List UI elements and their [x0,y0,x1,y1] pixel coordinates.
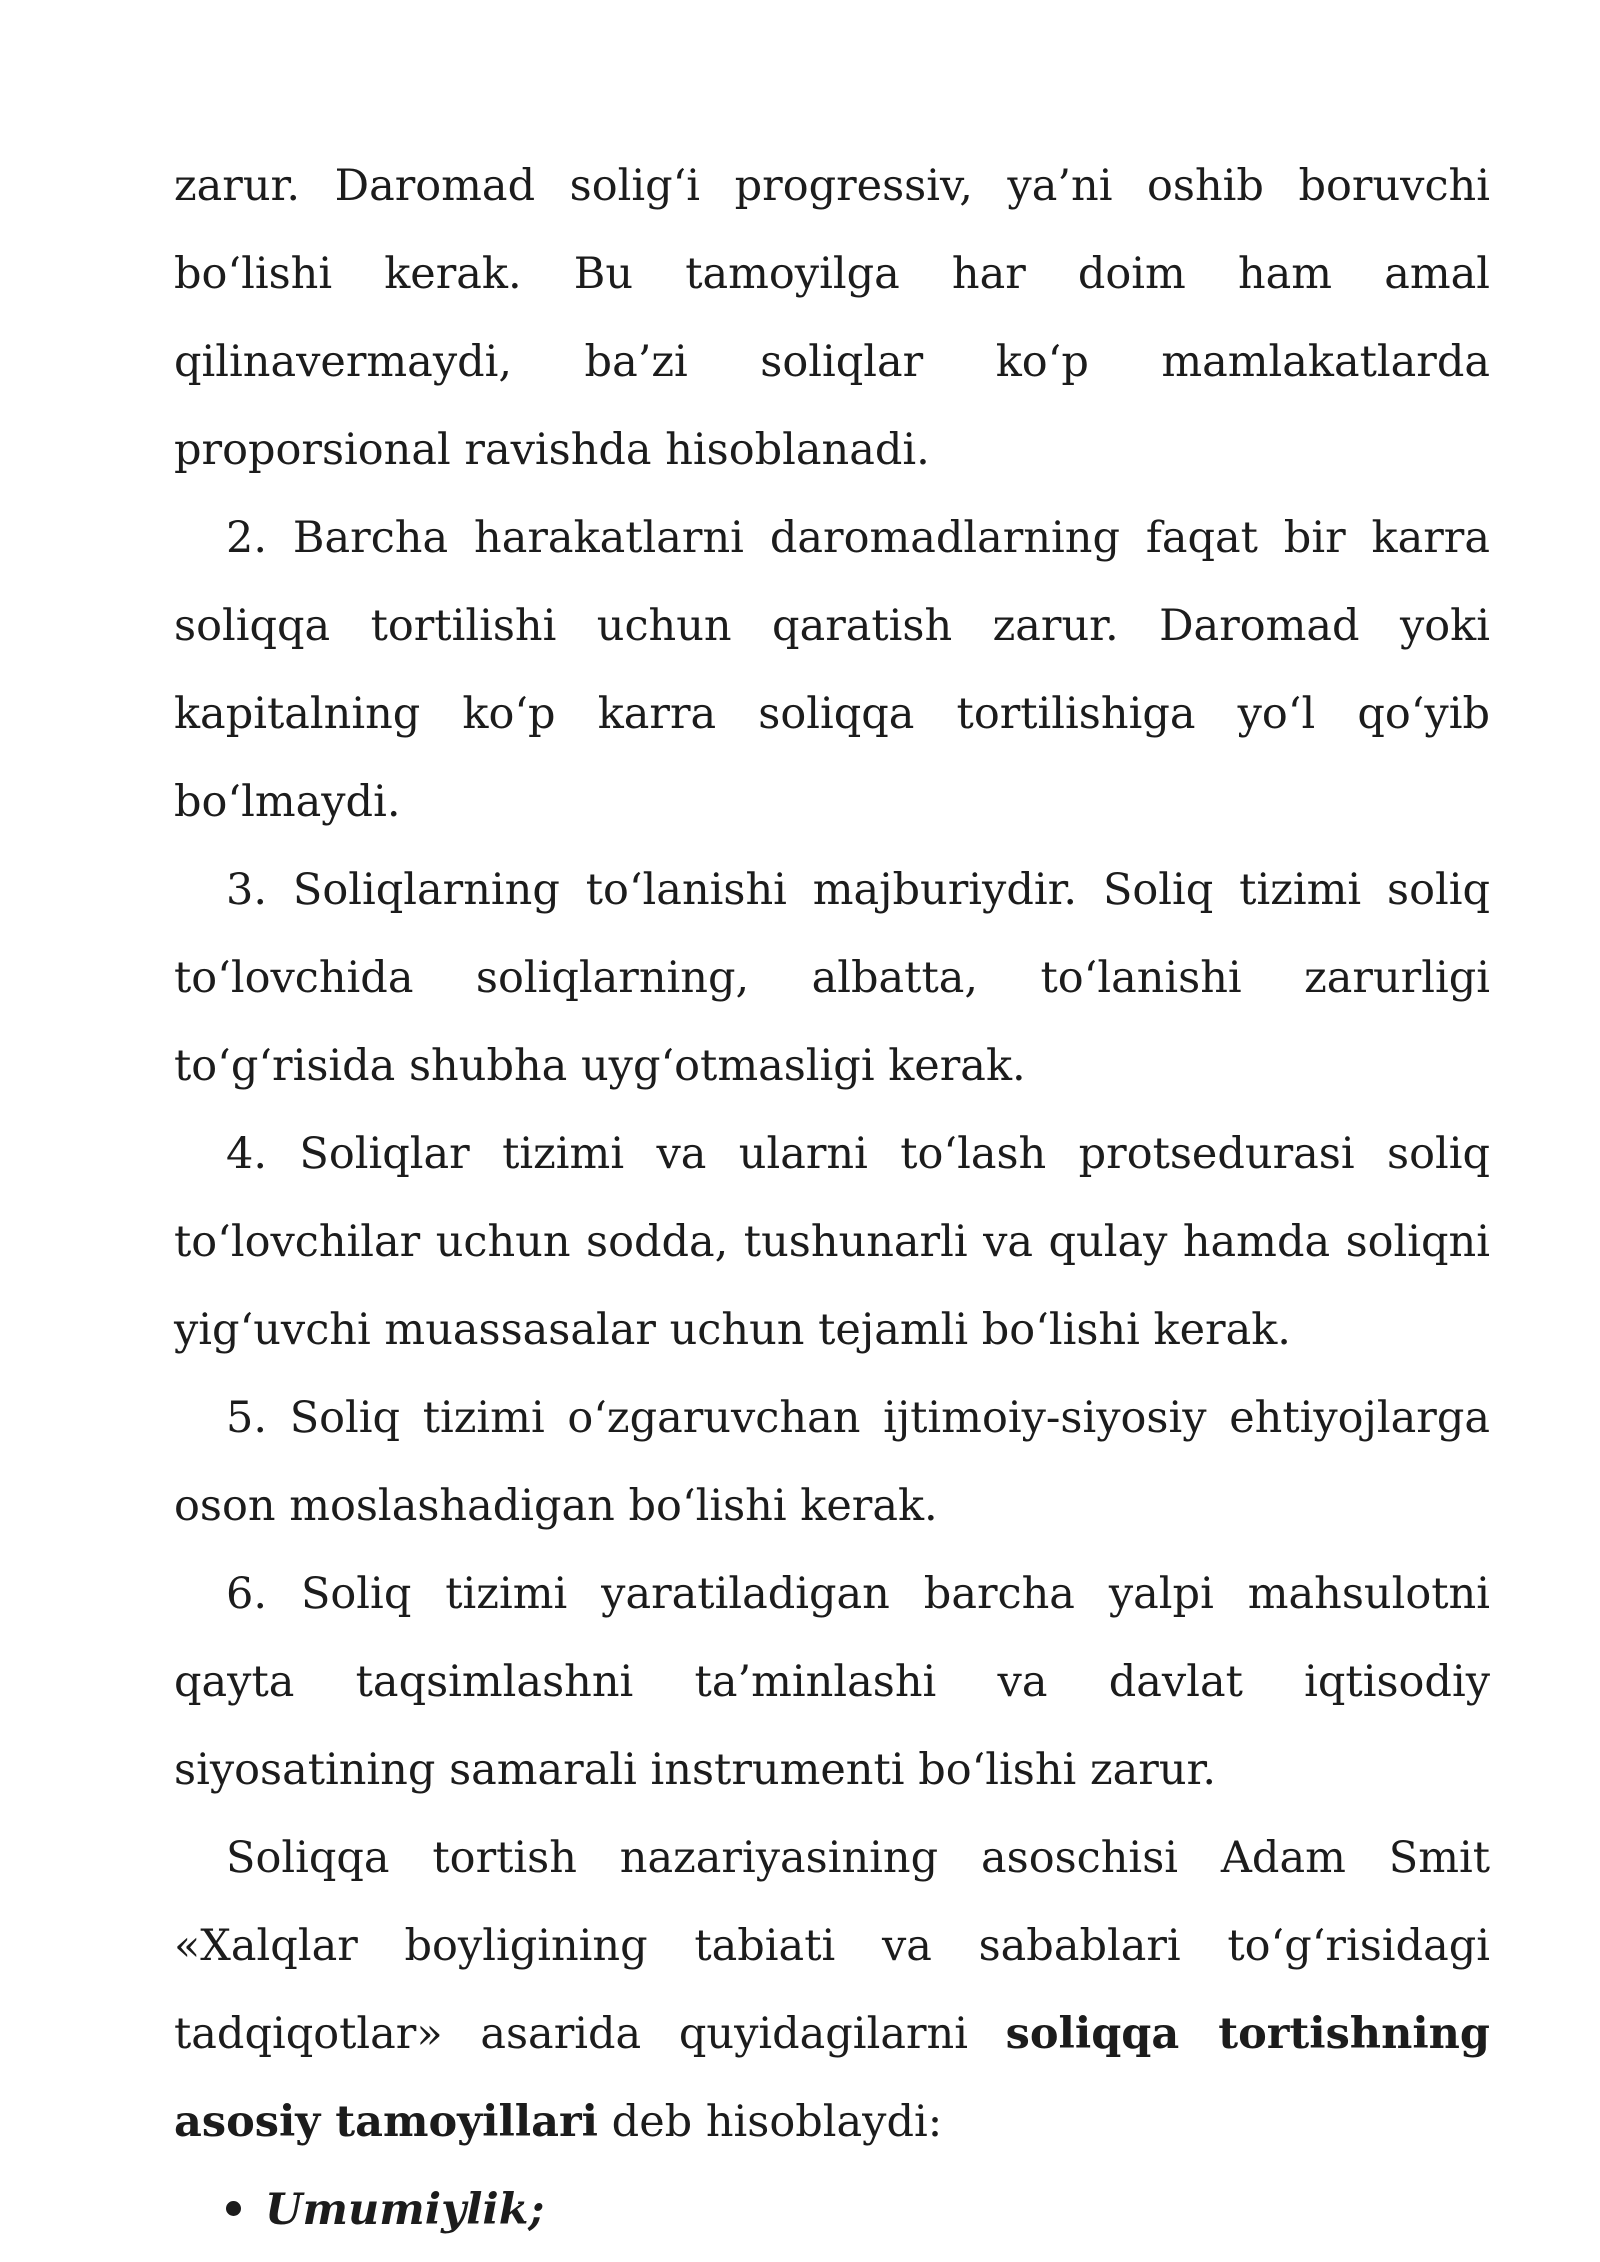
paragraph-continuation: zarur. Daromad solig‘i progressiv, ya’ni oshib boruvchi bo‘lishi kerak. Bu tamoyilga har doim ham amal qilinavermaydi, ba’zi soliqlar ko‘p mamlakatlarda proporsional ravishda hisoblanadi. [174,161,1490,475]
list-item-text: Umumiylik; [265,2185,545,2235]
paragraph-principle-6: 6. Soliq tizimi yaratiladigan barcha yalpi mahsulotni qayta taqsimlashni ta’minlashi va davlat iqtisodiy siyosatining samarali instrumenti bo‘lishi zarur. [174,1569,1490,1795]
paragraph-adam-smith-start: Soliqqa tortish nazariyasining asoschisi Adam Smit «Xalqlar boyligining tabiati va sabablari to‘g‘risidagi tadqiqotlar» asarida quyidagilarni [174,1833,1490,2059]
paragraph-principle-2: 2. Barcha harakatlarni daromadlarning faqat bir karra soliqqa tortilishi uchun qaratish zarur. Daromad yoki kapitalning ko‘p karra soliqqa tortilishiga yo‘l qo‘yib bo‘lmaydi. [174,513,1490,827]
paragraph-principle-5: 5. Soliq tizimi o‘zgaruvchan ijtimoiy-siyosiy ehtiyojlarga oson moslashadigan bo‘lishi kerak. [174,1393,1490,1531]
paragraph-principle-3: 3. Soliqlarning to‘lanishi majburiydir. Soliq tizimi soliq to‘lovchida soliqlarning, albatta, to‘lanishi zarurligi to‘g‘risida shubha uyg‘otmasligi kerak. [174,865,1490,1091]
paragraph-adam-smith-end: deb hisoblaydi: [598,2097,943,2147]
bullet-icon [226,2201,241,2216]
principles-list [174,2166,1490,2254]
paragraph-adam-smith [174,1814,1490,2166]
paragraph-principle-4: 4. Soliqlar tizimi va ularni to‘lash protsedurasi soliq to‘lovchilar uchun sodda, tushunarli va qulay hamda soliqni yig‘uvchi muassasalar uchun tejamli bo‘lishi kerak. [174,1129,1490,1355]
paragraph-adam-smith-bold: soliqqa tortishning asosiy tamoyillari [174,2009,1490,2147]
document-page [174,142,1490,2254]
list-item [226,2166,1490,2254]
